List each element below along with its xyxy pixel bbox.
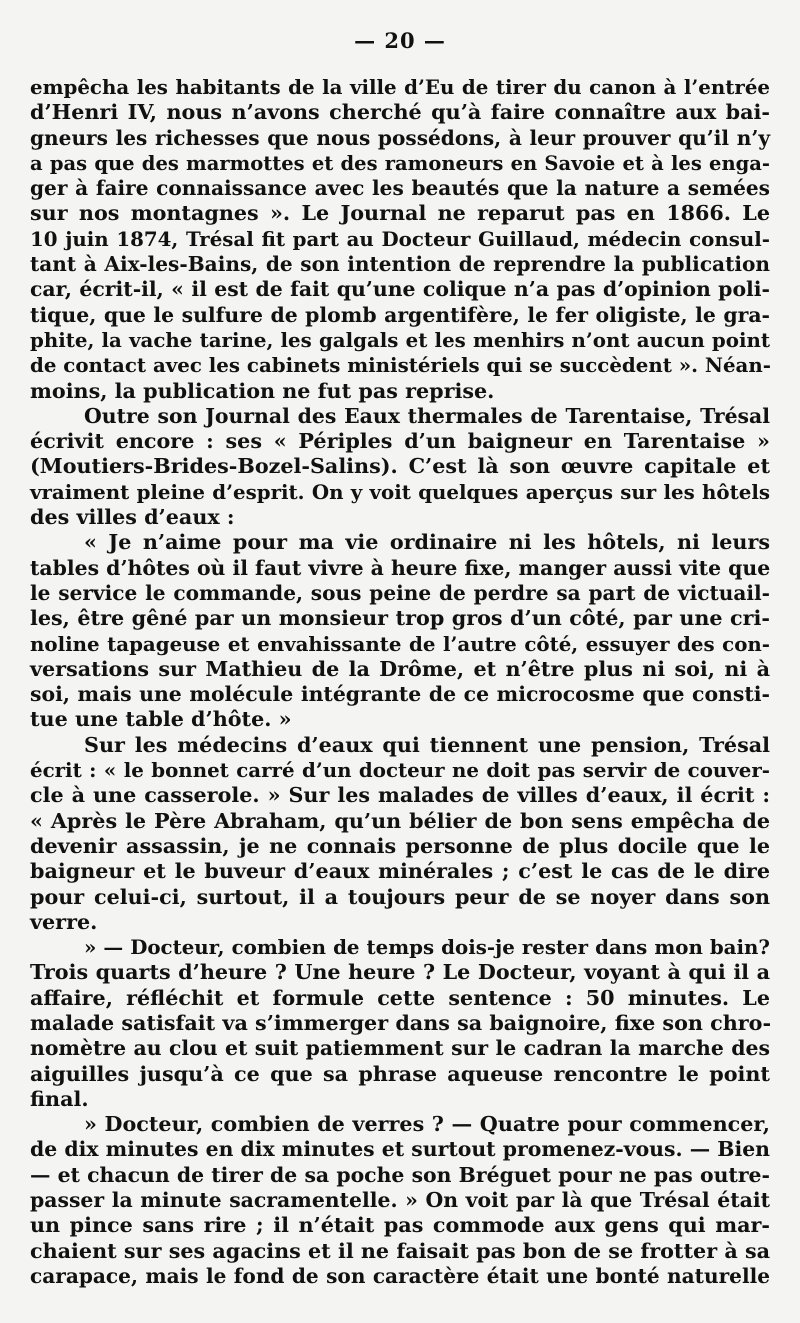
text-line: Outre son Journal des Eaux thermales de Tarentaise, Trésal	[84, 403, 770, 428]
text-line: empêcha les habitants de la ville d’Eu de tirer du canon à l’entrée	[30, 75, 770, 99]
text-line: les, être gêné par un monsieur trop gros d’un côté, par une cri-	[30, 606, 770, 631]
text-line: noline tapageuse et envahissante de l’autre côté, essuyer des con-	[30, 631, 770, 656]
text-line: affaire, réfléchit et formule cette sentence : 50 minutes. Le	[30, 985, 770, 1010]
text-line: devenir assassin, je ne connais personne de plus docile que le	[30, 833, 770, 858]
text-line: tables d’hôtes où il faut vivre à heure fixe, manger aussi vite que	[30, 555, 771, 580]
text-line: de dix minutes en dix minutes et surtout promenez-vous. — Bien	[30, 1137, 770, 1162]
page-number: — 20 —	[354, 28, 446, 53]
text-line: tant à Aix-les-Bains, de son intention de reprendre la publication	[30, 252, 770, 277]
text-line: soi, mais une molécule intégrante de ce microcosme que consti-	[30, 682, 770, 707]
text-line: 10 juin 1874, Trésal fit part au Docteur Guillaud, médecin consul-	[30, 226, 770, 251]
text-line: tique, que le sulfure de plomb argentifère, le fer oligiste, le gra-	[30, 302, 770, 327]
text-line: versations sur Mathieu de la Drôme, et n’être plus ni soi, ni à	[30, 656, 770, 681]
text-line: car, écrit-il, « il est de fait qu’une colique n’a pas d’opinion poli-	[30, 277, 770, 302]
text-line: « Après le Père Abraham, qu’un bélier de bon sens empêcha de	[30, 808, 770, 833]
text-line: écrit : « le bonnet carré d’un docteur ne doit pas servir de couver-	[30, 758, 770, 783]
text-line: gneurs les richesses que nous possédons, à leur prouver qu’il n’y	[30, 125, 770, 150]
text-line: (Moutiers-Brides-Bozel-Salins). C’est là son œuvre capitale et	[30, 454, 770, 479]
text-line: verre.	[30, 909, 98, 934]
text-line: pour celui-ci, surtout, il a toujours peur de se noyer dans son	[30, 884, 770, 909]
text-line: cle à une casserole. » Sur les malades de villes d’eaux, il écrit :	[30, 783, 770, 808]
text-line: de contact avec les cabinets ministériels qui se succèdent ». Néan-	[30, 353, 771, 378]
text-line: malade satisfait va s’immerger dans sa baignoire, fixe son chro-	[30, 1010, 772, 1035]
text-line: phite, la vache tarine, les galgals et les menhirs n’ont aucun point	[30, 327, 770, 352]
text-line: ger à faire connaissance avec les beautés que la nature a semées	[30, 176, 770, 201]
text-line: a pas que des marmottes et des ramoneurs en Savoie et à les enga-	[30, 151, 770, 175]
text-line: passer la minute sacramentelle. » On voit par là que Trésal était	[30, 1188, 770, 1213]
text-line: d’Henri IV, nous n’avons cherché qu’à faire connaître aux bai-	[30, 100, 770, 125]
text-line: final.	[30, 1086, 89, 1111]
text-line: — et chacun de tirer de sa poche son Bréguet pour ne pas outre-	[30, 1162, 770, 1187]
text-line: sur nos montagnes ». Le Journal ne reparut pas en 1866. Le	[30, 201, 770, 226]
text-line: écrivit encore : ses « Périples d’un baigneur en Tarentaise »	[30, 429, 770, 454]
text-line: » — Docteur, combien de temps dois-je rester dans mon bain?	[84, 935, 770, 960]
text-line: nomètre au clou et suit patiemment sur le cadran la marche des	[30, 1036, 770, 1061]
text-line: Sur les médecins d’eaux qui tiennent une pension, Trésal	[84, 732, 770, 757]
body-text	[30, 75, 770, 1289]
text-line: baigneur et le buveur d’eaux minérales ; c’est le cas de le dire	[30, 859, 770, 884]
text-line: aiguilles jusqu’à ce que sa phrase aqueuse rencontre le point	[30, 1061, 770, 1086]
text-line: vraiment pleine d’esprit. On y voit quelques aperçus sur les hôtels	[30, 479, 770, 504]
text-line: le service le commande, sous peine de perdre sa part de victuail-	[30, 580, 770, 605]
text-line: moins, la publication ne fut pas reprise.	[30, 378, 495, 403]
text-line: chaient sur ses agacins et il ne faisait pas bon de se frotter à sa	[30, 1238, 770, 1263]
text-line: carapace, mais le fond de son caractère était une bonté naturelle	[30, 1263, 770, 1288]
text-line: » Docteur, combien de verres ? — Quatre pour commencer,	[84, 1112, 770, 1137]
text-line: un pince sans rire ; il n’était pas commode aux gens qui mar-	[30, 1213, 770, 1238]
text-line: Trois quarts d’heure ? Une heure ? Le Docteur, voyant à qui il a	[30, 960, 770, 985]
text-line: « Je n’aime pour ma vie ordinaire ni les hôtels, ni leurs	[84, 530, 770, 555]
text-line: des villes d’eaux :	[30, 505, 235, 530]
text-line: tue une table d’hôte. »	[30, 707, 292, 732]
